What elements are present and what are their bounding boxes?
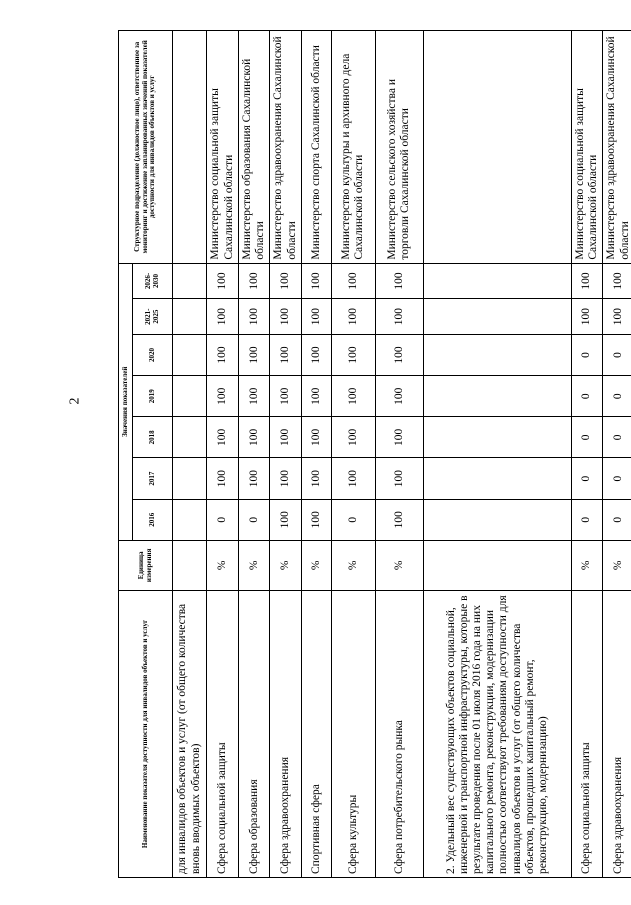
value-cell: 100: [331, 263, 375, 299]
table-row: [239, 31, 270, 878]
table-row: [375, 31, 423, 878]
value-cell: 0: [331, 499, 375, 540]
unit-cell: %: [239, 540, 270, 590]
unit-cell: %: [270, 540, 301, 590]
responsible-cell: Министерство сельского хозяйства и торговли Сахалинской области: [375, 31, 423, 264]
header-name: Наименование показателя доступности для инвалидов объектов и услуг: [119, 590, 173, 877]
value-cell: [173, 499, 207, 540]
value-cell: 100: [375, 376, 423, 417]
header-year: 2017: [133, 458, 173, 499]
value-cell: 100: [207, 417, 239, 458]
value-cell: 100: [239, 376, 270, 417]
indicator-name: Сфера культуры: [331, 590, 375, 877]
responsible-cell: Министерство здравоохранения Сахалинской области: [270, 31, 301, 264]
responsible-cell: [423, 31, 571, 264]
indicator-name: Спортивная сфера: [301, 590, 331, 877]
value-cell: [173, 417, 207, 458]
table-row: [173, 31, 207, 878]
unit-cell: [423, 540, 571, 590]
table-row: [301, 31, 331, 878]
value-cell: 100: [375, 263, 423, 299]
value-cell: [423, 417, 571, 458]
value-cell: 100: [571, 263, 602, 299]
indicator-name: Сфера здравоохранения: [270, 590, 301, 877]
indicator-name: Сфера потребительского рынка: [375, 590, 423, 877]
unit-cell: %: [207, 540, 239, 590]
value-cell: 0: [571, 376, 602, 417]
value-cell: 100: [270, 263, 301, 299]
value-cell: 100: [301, 334, 331, 375]
indicator-name: 2. Удельный вес существующих объектов социальной, инженерной и транспортной инфраструктуры, которые в результате проведения после 01 июля 2016 года на них капитального ремонта, реконструкции, модернизации полностью соответствуют требованиям доступности для инвалидов объектов и услуг (от общего количества объектов, прошедших капитальный ремонт, реконструкцию, модернизацию): [423, 590, 571, 877]
indicator-name: Сфера образования: [239, 590, 270, 877]
value-cell: 100: [301, 499, 331, 540]
value-cell: 100: [331, 458, 375, 499]
value-cell: [173, 334, 207, 375]
table-row: [423, 31, 571, 878]
value-cell: [173, 299, 207, 335]
value-cell: 0: [603, 458, 631, 499]
header-unit: Единица измерения: [119, 540, 173, 590]
value-cell: 0: [571, 334, 602, 375]
responsible-cell: Министерство социальной защиты Сахалинской области: [207, 31, 239, 264]
value-cell: 100: [301, 458, 331, 499]
value-cell: 100: [239, 299, 270, 335]
value-cell: 100: [207, 376, 239, 417]
value-cell: 100: [331, 417, 375, 458]
value-cell: 0: [239, 499, 270, 540]
value-cell: 100: [301, 376, 331, 417]
value-cell: 100: [375, 458, 423, 499]
responsible-cell: [173, 31, 207, 264]
unit-cell: %: [375, 540, 423, 590]
value-cell: 100: [270, 334, 301, 375]
value-cell: 100: [270, 458, 301, 499]
value-cell: 100: [239, 417, 270, 458]
value-cell: 100: [207, 299, 239, 335]
value-cell: [173, 458, 207, 499]
value-cell: 100: [331, 334, 375, 375]
header-year: 2026-2030: [133, 263, 173, 299]
header-year: 2019: [133, 376, 173, 417]
responsible-cell: Министерство спорта Сахалинской области: [301, 31, 331, 264]
value-cell: 0: [571, 417, 602, 458]
value-cell: 100: [375, 334, 423, 375]
header-year: 2020: [133, 334, 173, 375]
table-body: [173, 31, 631, 878]
header-year: 2016: [133, 499, 173, 540]
indicator-name: Сфера здравоохранения: [603, 590, 631, 877]
value-cell: 100: [375, 299, 423, 335]
header-responsible: Структурное подразделение (должностное лицо), ответственное за мониторинг и достижение запланированных значений показателей доступности для инвалидов объектов и услуг: [119, 31, 173, 264]
value-cell: 0: [603, 499, 631, 540]
indicator-name: Сфера социальной защиты: [571, 590, 602, 877]
value-cell: 100: [207, 263, 239, 299]
responsible-cell: Министерство социальной защиты Сахалинской области: [571, 31, 602, 264]
unit-cell: %: [603, 540, 631, 590]
unit-cell: [173, 540, 207, 590]
value-cell: [423, 334, 571, 375]
table-row: [207, 31, 239, 878]
value-cell: 100: [331, 299, 375, 335]
value-cell: 100: [270, 499, 301, 540]
value-cell: [423, 458, 571, 499]
value-cell: 100: [603, 263, 631, 299]
rotated-table-container: [118, 30, 631, 878]
value-cell: 0: [603, 334, 631, 375]
value-cell: 100: [571, 299, 602, 335]
value-cell: 100: [301, 417, 331, 458]
table-row: [571, 31, 602, 878]
value-cell: 100: [239, 458, 270, 499]
value-cell: 100: [270, 376, 301, 417]
unit-cell: %: [571, 540, 602, 590]
responsible-cell: Министерство здравоохранения Сахалинской области: [603, 31, 631, 264]
responsible-cell: Министерство образования Сахалинской области: [239, 31, 270, 264]
value-cell: 100: [603, 299, 631, 335]
value-cell: [423, 376, 571, 417]
value-cell: 0: [207, 499, 239, 540]
table-row: [270, 31, 301, 878]
value-cell: 100: [239, 334, 270, 375]
unit-cell: %: [331, 540, 375, 590]
value-cell: 100: [239, 263, 270, 299]
accessibility-indicators-table: [118, 30, 631, 878]
unit-cell: %: [301, 540, 331, 590]
value-cell: 0: [603, 376, 631, 417]
value-cell: [173, 263, 207, 299]
page-number: 2: [67, 397, 83, 405]
value-cell: 100: [207, 334, 239, 375]
value-cell: 100: [270, 417, 301, 458]
header-year: 2018: [133, 417, 173, 458]
header-year: 2021-2025: [133, 299, 173, 335]
table-row: [603, 31, 631, 878]
value-cell: 0: [603, 417, 631, 458]
value-cell: 100: [375, 417, 423, 458]
value-cell: [423, 499, 571, 540]
value-cell: [423, 263, 571, 299]
value-cell: 0: [571, 499, 602, 540]
value-cell: 100: [207, 458, 239, 499]
value-cell: [173, 376, 207, 417]
value-cell: 100: [301, 299, 331, 335]
indicator-name: Сфера социальной защиты: [207, 590, 239, 877]
responsible-cell: Министерство культуры и архивного дела Сахалинской области: [331, 31, 375, 264]
value-cell: 0: [571, 458, 602, 499]
value-cell: 100: [301, 263, 331, 299]
value-cell: 100: [270, 299, 301, 335]
table-row: [331, 31, 375, 878]
value-cell: 100: [331, 376, 375, 417]
value-cell: 100: [375, 499, 423, 540]
indicator-name: для инвалидов объектов и услуг (от общего количества вновь вводимых объектов): [173, 590, 207, 877]
header-values-group: Значения показателей: [119, 263, 133, 540]
value-cell: [423, 299, 571, 335]
